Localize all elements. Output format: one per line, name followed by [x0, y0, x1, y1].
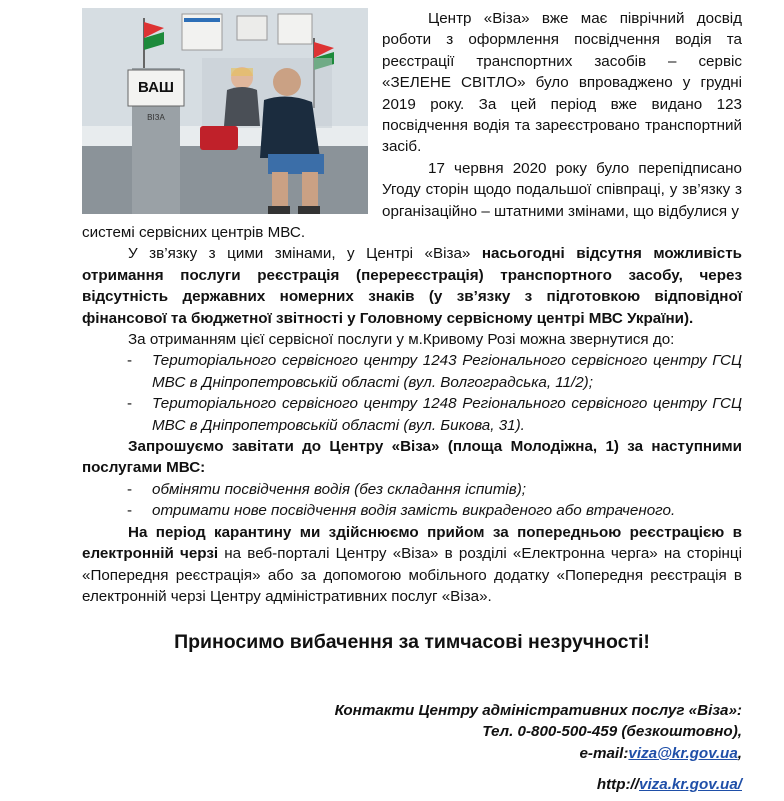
list-item: - обміняти посвідчення водія (без складання іспитів);: [127, 480, 526, 498]
main-text-block: [82, 222, 742, 607]
email-label: e-mail:: [579, 744, 629, 762]
contacts-url-line: [82, 774, 742, 795]
notice-paragraph: [82, 243, 742, 329]
contacts-block: [82, 700, 742, 796]
alternatives-intro: За отриманням цієї сервісної послуги у м.Кривому Розі можна звернутися до:: [128, 331, 675, 349]
contacts-phone: Тел. 0-800-500-459 (безкоштовно),: [482, 723, 742, 741]
email-link[interactable]: viza@kr.gov.ua: [628, 744, 738, 762]
list-item: - Територіального сервісного центру 1248 Регіонального сервісного центру ГСЦ МВС в Дніпропетровській області (вул. Бикова, 31).: [127, 395, 742, 434]
alternatives-list: [82, 350, 742, 436]
quarantine-rest: на веб-порталі Центру «Віза» в розділі «Електронна черга» на сторінці «Попередня реєстрація» або за допомогою мобільного додатку «Попередня реєстрація в електронній черзі Центру адміністративних послуг «Віза».: [82, 545, 743, 605]
contacts-email-line: e-mail:viza@kr.gov.ua,: [579, 744, 742, 762]
contacts-title: Контакти Центру адміністративних послуг «Віза»:: [334, 702, 742, 719]
list-item: - отримати нове посвідчення водія замість викрадeного або втраченого.: [127, 502, 676, 520]
intro-paragraph-2-start: 17 червня 2020 року було перепідписано Угоду сторін щодо подальшої співпраці, у зв’язку з організаційно – штатними змінами, що відбулися у: [382, 159, 742, 220]
notice-lead: У зв’язку з цими змінами, у Центрі «Віза»: [128, 245, 482, 263]
url-prefix: http://: [596, 776, 639, 794]
website-link[interactable]: viza.kr.gov.ua/: [639, 776, 742, 794]
intro-paragraph-1: Центр «Віза» вже має піврічний досвід роботи з оформлення посвідчення водія та реєстрації транспортних засобів – сервіс «ЗЕЛЕНЕ СВІТЛО» було впроваджено у грудні 2019 року. За цей період вже видано 123 посвідчення водія та зареєстровано транспортний засіб.: [382, 10, 742, 156]
intro-text-block: [382, 8, 742, 222]
invite-list: [82, 479, 742, 522]
office-scene-illustration: [82, 8, 368, 214]
notice-bold: насьогодні відсутня можливість отримання послуги реєстрація (перереєстрація) транспортного засобу, через відсутність державних номерних знаків (у зв’язку з підготовкою відповідної фінансової та бюджетної звітності у Головному сервісному центрі МВС України).: [82, 245, 742, 327]
list-item: - Територіального сервісного центру 1243 Регіонального сервісного центру ГСЦ МВС в Дніпропетровській області (вул. Волгоградська, 11/2);: [127, 352, 742, 391]
invite-heading: Запрошуємо завітати до Центру «Віза» (площа Молодіжна, 1) за наступними послугами МВС:: [82, 438, 742, 477]
sign-subtext: ВІЗА: [147, 113, 165, 122]
sign-text: ВАШ: [138, 79, 174, 96]
quarantine-paragraph: [82, 522, 742, 608]
apology-heading: Приносимо вибачення за тимчасові незручності!: [174, 631, 650, 653]
office-photo: [82, 8, 368, 214]
quarantine-bold: На період карантину ми здійснюємо прийом за попередньою реєстрацією в електронній черзі: [82, 523, 742, 563]
intro-paragraph-2-end: системі сервісних центрів МВС.: [82, 224, 306, 241]
